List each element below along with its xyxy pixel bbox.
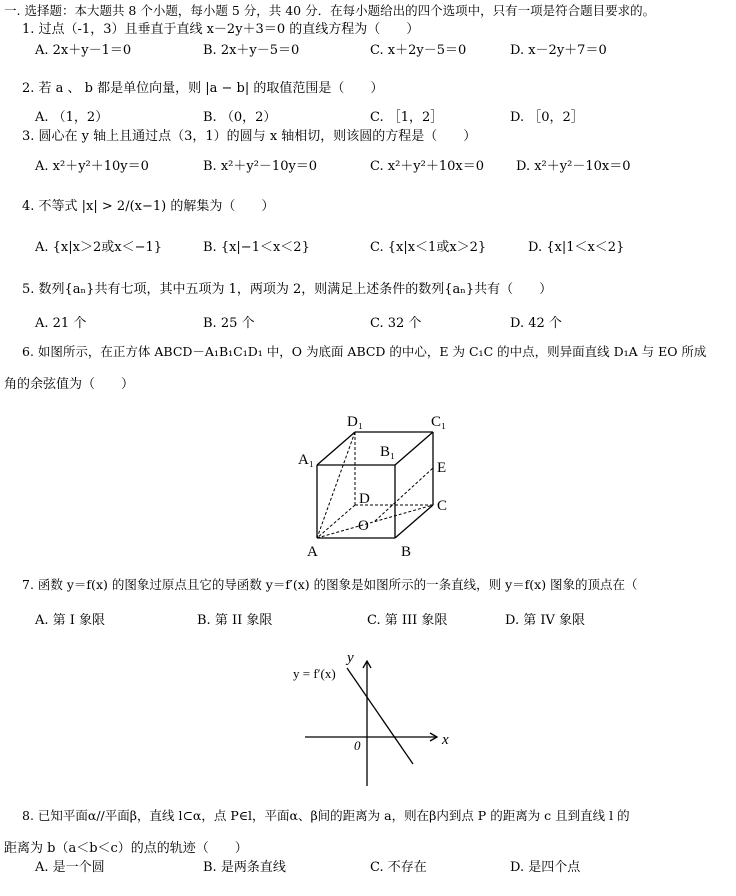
cube-figure xyxy=(295,410,455,560)
q7-option-a: A. 第 I 象限 xyxy=(35,613,106,628)
label-b: B xyxy=(401,544,412,560)
q2-option-c: C. ［1，2］ xyxy=(370,110,444,125)
question-8-stem-line1: 8. 已知平面α//平面β，直线 l⊂α，点 P∈l，平面α、β间的距离为 a，则在β内到点 P 的距离为 c 且到直线 l 的 xyxy=(22,808,630,823)
q1-option-b: B. 2x＋y－5＝0 xyxy=(203,43,300,58)
question-6-stem-line2: 角的余弦值为（ ） xyxy=(4,377,135,392)
curve-label: y = f′(x) xyxy=(293,666,336,681)
question-5-stem: 5. 数列{aₙ}共有七项，其中五项为 1，两项为 2，则满足上述条件的数列{aₙ}共有（ ） xyxy=(22,282,553,297)
q2-option-d: D. ［0，2］ xyxy=(510,110,584,125)
q1-option-c: C. x＋2y－5＝0 xyxy=(370,43,467,58)
question-1-stem: 1. 过点（-1，3）且垂直于直线 x－2y＋3＝0 的直线方程为（ ） xyxy=(22,22,420,37)
label-d: D xyxy=(359,491,370,507)
question-7-stem: 7. 函数 y＝f(x) 的图象过原点且它的导函数 y＝f′(x) 的图象是如图所示的一条直线，则 y＝f(x) 图象的顶点在（ xyxy=(22,577,638,592)
derivative-graph xyxy=(285,646,455,796)
q5-option-c: C. 32 个 xyxy=(370,316,422,331)
q4-option-b: B. {x|−1＜x＜2} xyxy=(203,240,310,255)
label-e: E xyxy=(437,460,447,476)
q5-option-b: B. 25 个 xyxy=(203,316,255,331)
label-c1: C₁ xyxy=(431,414,447,430)
q4-option-d: D. {x|1＜x＜2} xyxy=(528,240,625,255)
q2-option-b: B. （0，2） xyxy=(203,110,277,125)
q4-option-c: C. {x|x＜1或x＞2} xyxy=(370,240,487,255)
q3-option-b: B. x²＋y²－10y＝0 xyxy=(203,159,318,174)
question-4-stem: 4. 不等式 |x| > 2/(x−1) 的解集为（ ） xyxy=(22,199,275,214)
q8-option-d: D. 是四个点 xyxy=(510,860,581,875)
q7-option-b: B. 第 II 象限 xyxy=(197,613,273,628)
question-8-stem-line2: 距离为 b（a＜b＜c）的点的轨迹（ ） xyxy=(4,841,248,856)
label-b1: B₁ xyxy=(380,444,396,460)
question-2-stem: 2. 若 a 、 b 都是单位向量，则 |a − b| 的取值范围是（ ） xyxy=(22,81,384,96)
label-a1: A₁ xyxy=(298,452,315,468)
label-a: A xyxy=(307,544,318,560)
question-3-stem: 3. 圆心在 y 轴上且通过点（3，1）的圆与 x 轴相切，则该圆的方程是（ ） xyxy=(22,129,477,144)
label-d1: D₁ xyxy=(347,414,364,430)
q3-option-a: A. x²＋y²＋10y＝0 xyxy=(35,159,149,174)
q5-option-d: D. 42 个 xyxy=(510,316,562,331)
q3-option-d: D. x²＋y²－10x＝0 xyxy=(516,159,631,174)
q5-option-a: A. 21 个 xyxy=(35,316,87,331)
x-axis-label: x xyxy=(442,732,449,748)
hidden-line-a-c xyxy=(317,505,433,538)
q1-option-a: A. 2x＋y－1＝0 xyxy=(35,43,132,58)
q8-option-c: C. 不存在 xyxy=(370,860,427,875)
label-o: O xyxy=(358,518,369,534)
section-header: 一. 选择题：本大题共 8 个小题，每小题 5 分，共 40 分．在每小题给出的四个选项中，只有一项是符合题目要求的。 xyxy=(4,3,656,18)
origin-label: 0 xyxy=(354,738,361,753)
y-axis-label: y xyxy=(347,650,354,666)
label-c: C xyxy=(437,498,448,514)
q8-option-a: A. 是一个圆 xyxy=(35,860,105,875)
q7-option-d: D. 第 IV 象限 xyxy=(505,613,586,628)
q3-option-c: C. x²＋y²＋10x＝0 xyxy=(370,159,484,174)
q8-option-b: B. 是两条直线 xyxy=(203,860,286,875)
q7-option-c: C. 第 III 象限 xyxy=(367,613,448,628)
q4-option-a: A. {x|x＞2或x＜−1} xyxy=(35,240,163,255)
q2-option-a: A. （1，2） xyxy=(35,110,109,125)
edge-c1-b1 xyxy=(395,432,433,465)
question-6-stem-line1: 6. 如图所示，在正方体 ABCD－A₁B₁C₁D₁ 中，O 为底面 ABCD 的中心，E 为 C₁C 的中点，则异面直线 D₁A 与 EO 所成 xyxy=(22,344,707,359)
q1-option-d: D. x－2y＋7＝0 xyxy=(510,43,607,58)
